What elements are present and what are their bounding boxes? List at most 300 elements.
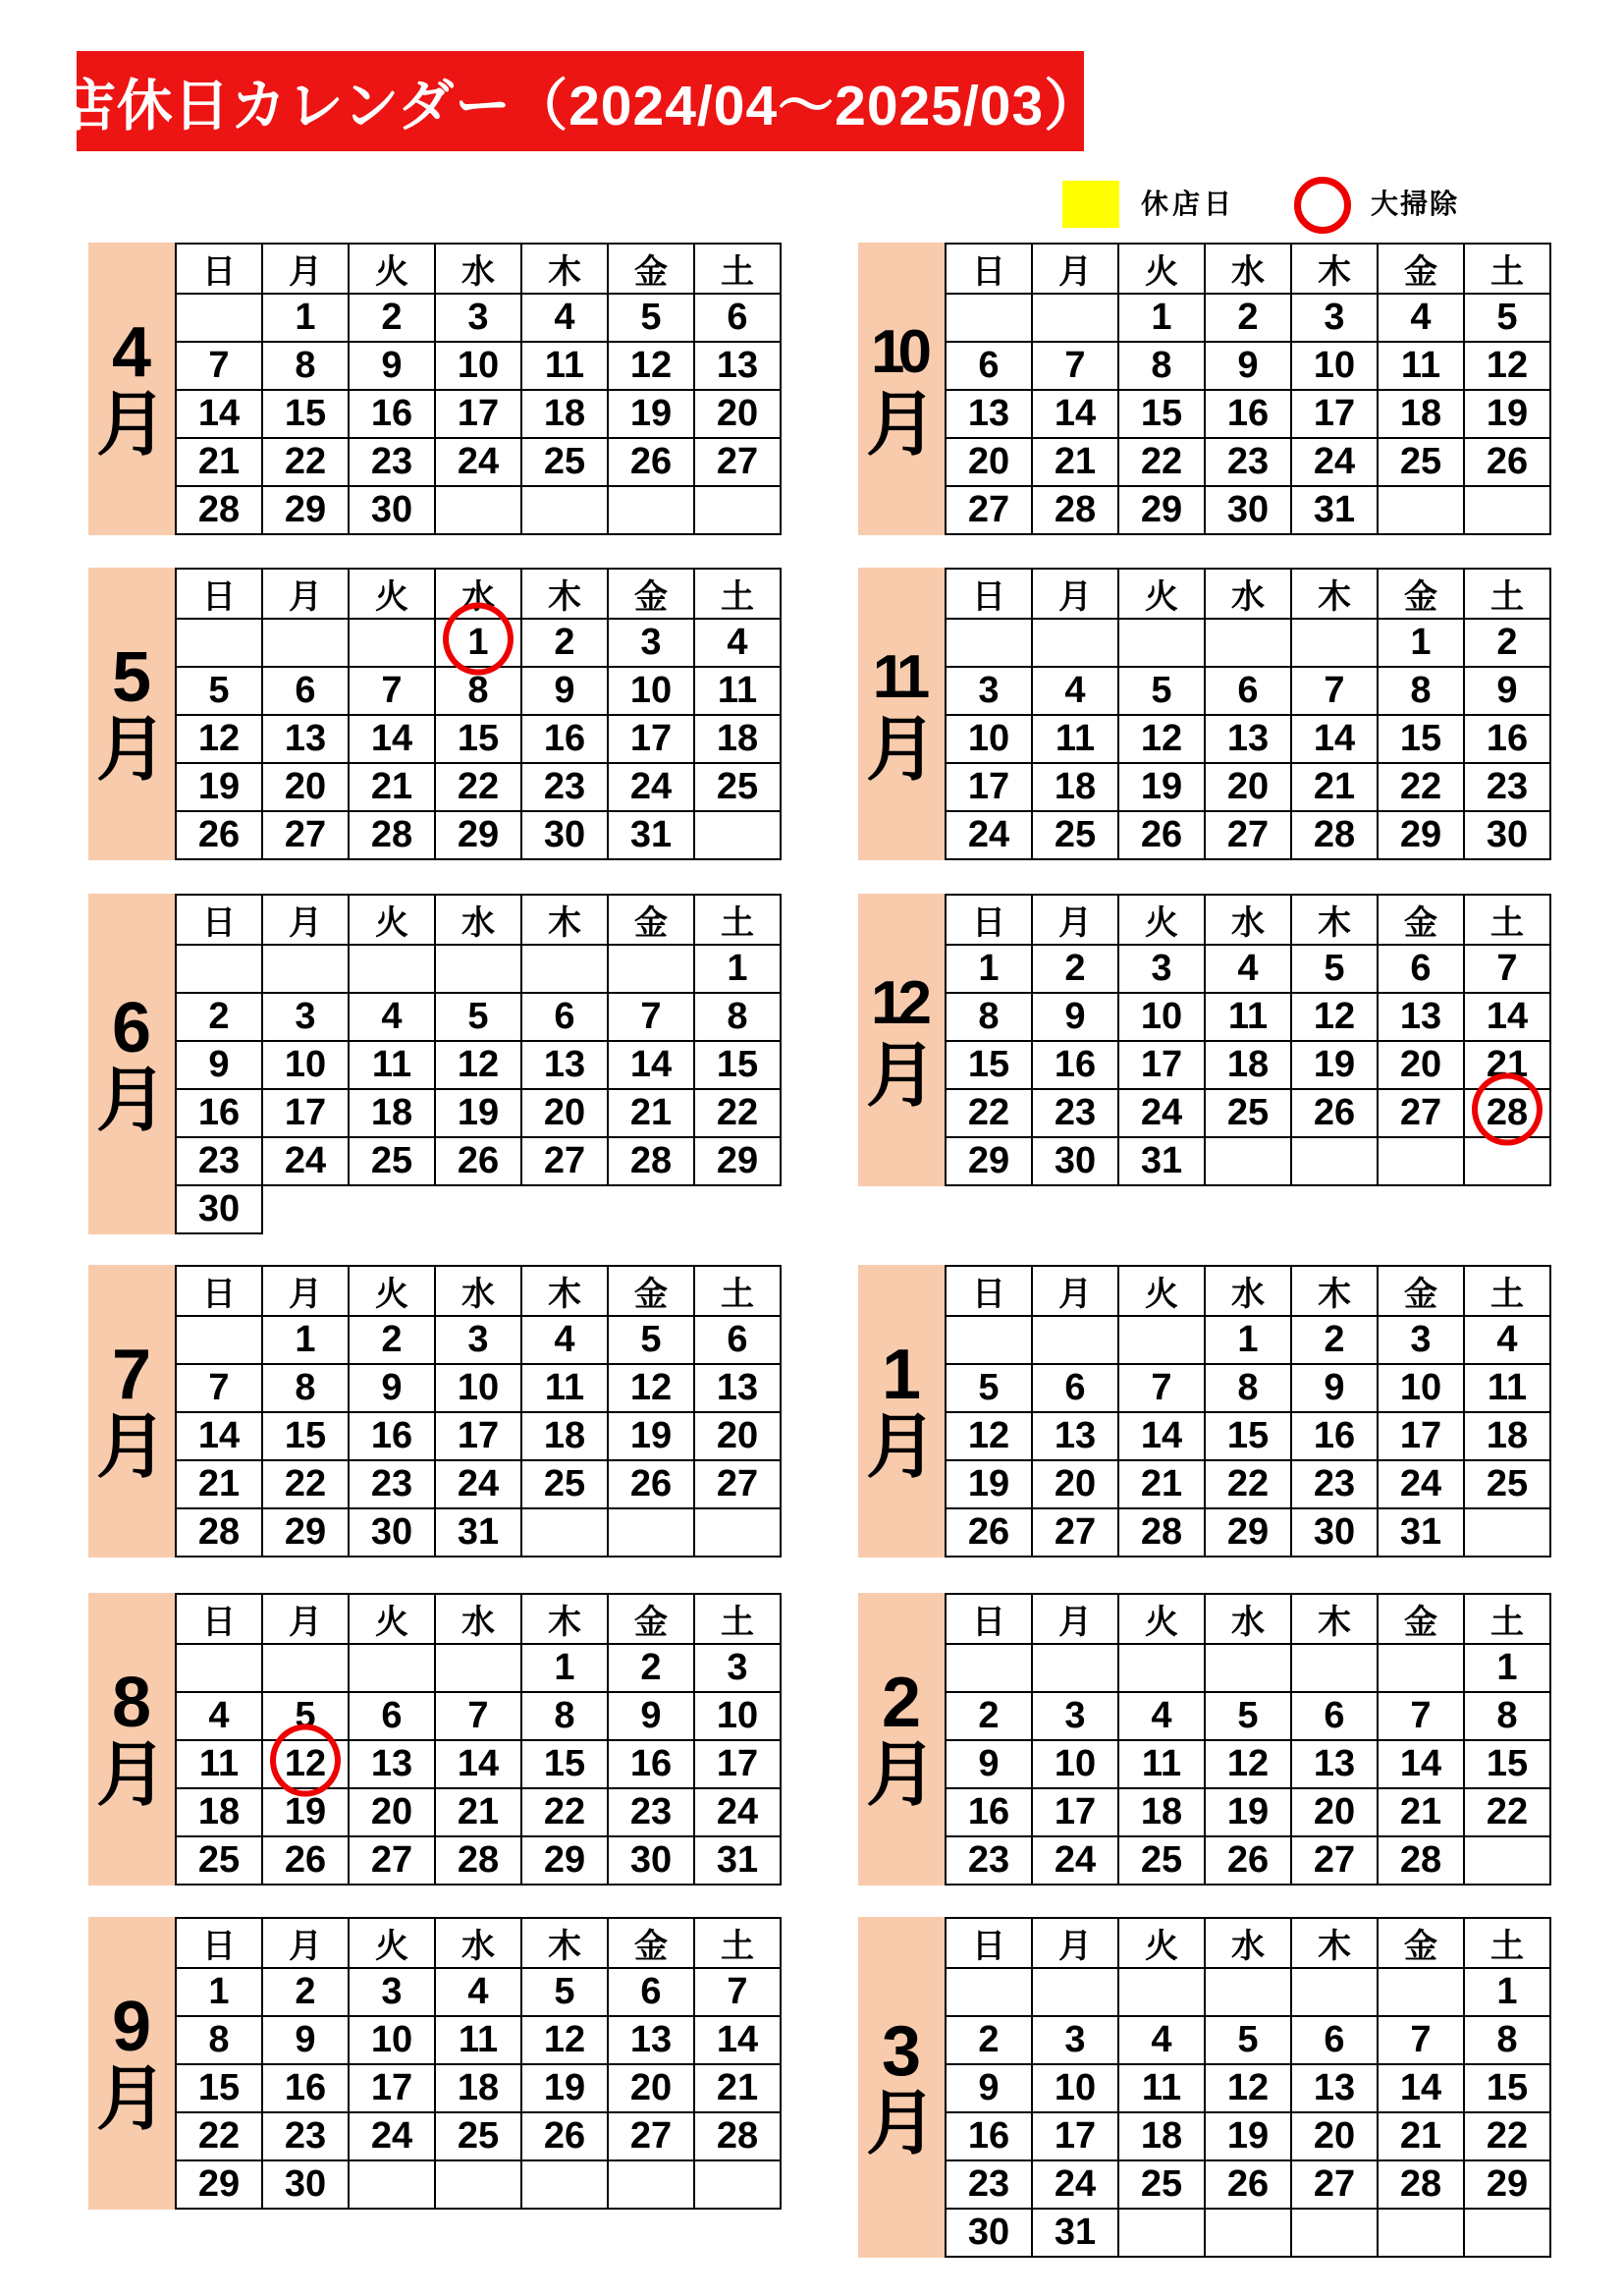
- day-cell: 31: [1032, 2209, 1118, 2257]
- day-cell: 9: [349, 342, 435, 390]
- week-row: [946, 1412, 1550, 1460]
- month-5-calendar-table: [175, 568, 782, 860]
- day-cell: 21: [349, 763, 435, 811]
- weekday-header-cell: 月: [262, 569, 349, 619]
- empty-day-cell: [1291, 2209, 1378, 2257]
- day-cell: 5: [608, 294, 694, 342]
- day-cell: 17: [1032, 2112, 1118, 2160]
- day-cell: 20: [694, 390, 781, 438]
- day-cell: 19: [262, 1788, 349, 1836]
- day-cell: 1: [694, 945, 781, 993]
- month-8-calendar-table: [175, 1593, 782, 1886]
- day-cell: 10: [608, 667, 694, 715]
- day-cell: 18: [1118, 1788, 1205, 1836]
- day-cell: 12: [1291, 993, 1378, 1041]
- day-cell: 21: [176, 438, 262, 486]
- day-cell: 20: [608, 2064, 694, 2112]
- day-cell: 22: [694, 1089, 781, 1137]
- empty-day-cell: [1378, 1644, 1464, 1692]
- day-cell: 28: [349, 811, 435, 859]
- day-cell: 1: [1118, 294, 1205, 342]
- day-cell: 26: [1464, 438, 1550, 486]
- day-cell: 13: [694, 342, 781, 390]
- weekday-header-row: [176, 1594, 781, 1644]
- day-cell: 3: [435, 294, 521, 342]
- weekday-header-cell: 日: [176, 1266, 262, 1316]
- empty-day-cell: [608, 2160, 694, 2209]
- month-4-label: [88, 243, 175, 535]
- day-cell: 30: [946, 2209, 1032, 2257]
- weekday-header-cell: 日: [946, 1594, 1032, 1644]
- day-cell: 9: [1291, 1364, 1378, 1412]
- day-cell: 11: [521, 342, 608, 390]
- month-number: 10: [871, 318, 925, 386]
- month-1-calendar-table: [945, 1265, 1551, 1558]
- day-cell: 30: [1205, 486, 1291, 534]
- empty-day-cell: [435, 2160, 521, 2209]
- day-cell: 12: [608, 1364, 694, 1412]
- empty-day-cell: [176, 294, 262, 342]
- day-cell: 24: [1118, 1089, 1205, 1137]
- day-cell: 6: [1378, 945, 1464, 993]
- day-cell: 20: [946, 438, 1032, 486]
- day-cell: 2: [176, 993, 262, 1041]
- day-cell: 15: [1378, 715, 1464, 763]
- month-suffix: 月: [865, 711, 937, 790]
- day-cell: 28: [1464, 1089, 1550, 1137]
- day-cell: 23: [608, 1788, 694, 1836]
- weekday-header-cell: 月: [262, 1266, 349, 1316]
- day-cell: 22: [1464, 2112, 1550, 2160]
- week-row: [946, 763, 1550, 811]
- day-cell: 24: [349, 2112, 435, 2160]
- day-cell: 18: [176, 1788, 262, 1836]
- day-cell: 18: [1032, 763, 1118, 811]
- empty-day-cell: [1032, 1644, 1118, 1692]
- weekday-header-cell: 木: [521, 569, 608, 619]
- day-cell: 17: [262, 1089, 349, 1137]
- day-cell: 7: [349, 667, 435, 715]
- weekday-header-row: [946, 1266, 1550, 1316]
- day-cell: 7: [1118, 1364, 1205, 1412]
- weekday-header-cell: 土: [1464, 1266, 1550, 1316]
- day-cell: 22: [1118, 438, 1205, 486]
- day-cell: 10: [1032, 1740, 1118, 1788]
- week-row: [946, 2160, 1550, 2209]
- title-banner: [59, 51, 1102, 151]
- empty-day-cell: [1291, 1644, 1378, 1692]
- empty-day-cell: [176, 1316, 262, 1364]
- day-cell: 11: [694, 667, 781, 715]
- week-row: [176, 2016, 781, 2064]
- empty-day-cell: [1032, 1968, 1118, 2016]
- day-cell: 10: [1291, 342, 1378, 390]
- day-cell: 15: [1464, 1740, 1550, 1788]
- day-cell: 8: [176, 2016, 262, 2064]
- day-cell: 25: [349, 1137, 435, 1185]
- day-cell: 18: [1378, 390, 1464, 438]
- week-row: [946, 715, 1550, 763]
- week-row: [176, 619, 781, 667]
- week-row: [176, 1836, 781, 1885]
- day-cell: 13: [262, 715, 349, 763]
- day-cell: 27: [262, 811, 349, 859]
- day-cell: 9: [521, 667, 608, 715]
- weekday-header-cell: 月: [1032, 244, 1118, 294]
- day-cell: 9: [176, 1041, 262, 1089]
- month-11-block: [858, 568, 1551, 860]
- day-cell: 27: [349, 1836, 435, 1885]
- day-cell: 11: [176, 1740, 262, 1788]
- month-2-calendar-table: [945, 1593, 1551, 1886]
- day-cell: 16: [1291, 1412, 1378, 1460]
- empty-day-cell: [349, 619, 435, 667]
- weekday-header-cell: 土: [1464, 569, 1550, 619]
- day-cell: 19: [1464, 390, 1550, 438]
- month-6-block: [88, 894, 782, 1234]
- weekday-header-cell: 木: [521, 1918, 608, 1968]
- day-cell: 5: [608, 1316, 694, 1364]
- day-cell: 6: [1205, 667, 1291, 715]
- week-row: [946, 1041, 1550, 1089]
- day-cell: 16: [608, 1740, 694, 1788]
- day-cell: 10: [435, 342, 521, 390]
- cleaning-circle-icon: [1294, 177, 1351, 234]
- day-cell: 28: [176, 486, 262, 534]
- day-cell: 25: [435, 2112, 521, 2160]
- day-cell: 27: [694, 1460, 781, 1508]
- day-cell: 19: [176, 763, 262, 811]
- day-cell: 27: [1205, 811, 1291, 859]
- week-row: [946, 1740, 1550, 1788]
- day-cell: 3: [946, 667, 1032, 715]
- day-cell: 26: [1205, 1836, 1291, 1885]
- day-cell: 8: [262, 1364, 349, 1412]
- day-cell: 9: [608, 1692, 694, 1740]
- week-row: [176, 1644, 781, 1692]
- week-row: [946, 945, 1550, 993]
- day-cell: 10: [1118, 993, 1205, 1041]
- month-suffix: 月: [95, 386, 167, 465]
- day-cell: 2: [1032, 945, 1118, 993]
- weekday-header-cell: 金: [1378, 895, 1464, 945]
- empty-day-cell: [435, 486, 521, 534]
- empty-day-cell: [1291, 1968, 1378, 2016]
- empty-day-cell: [1378, 2209, 1464, 2257]
- day-cell: 3: [1032, 2016, 1118, 2064]
- no-cell: [694, 1185, 781, 1233]
- day-cell: 30: [1291, 1508, 1378, 1557]
- day-cell: 5: [1205, 1692, 1291, 1740]
- day-cell: 1: [262, 294, 349, 342]
- no-cell: [262, 1185, 349, 1233]
- weekday-header-cell: 木: [521, 244, 608, 294]
- month-6-calendar-table: [175, 894, 782, 1234]
- month-suffix: 月: [95, 1061, 167, 1140]
- day-cell: 13: [1291, 1740, 1378, 1788]
- day-cell: 11: [1378, 342, 1464, 390]
- empty-day-cell: [176, 619, 262, 667]
- month-10-label: [858, 243, 945, 535]
- day-cell: 22: [262, 438, 349, 486]
- weekday-header-row: [176, 1918, 781, 1968]
- day-cell: 23: [946, 1836, 1032, 1885]
- day-cell: 29: [694, 1137, 781, 1185]
- day-cell: 20: [262, 763, 349, 811]
- day-cell: 29: [1118, 486, 1205, 534]
- week-row: [946, 390, 1550, 438]
- day-cell: 28: [435, 1836, 521, 1885]
- day-cell: 14: [435, 1740, 521, 1788]
- day-cell: 29: [262, 486, 349, 534]
- empty-day-cell: [608, 1508, 694, 1557]
- day-cell: 2: [946, 2016, 1032, 2064]
- day-cell: 14: [176, 390, 262, 438]
- day-cell: 25: [694, 763, 781, 811]
- weekday-header-cell: 日: [176, 569, 262, 619]
- day-cell: 26: [1118, 811, 1205, 859]
- empty-day-cell: [1291, 1137, 1378, 1185]
- day-cell: 7: [1032, 342, 1118, 390]
- empty-day-cell: [1378, 1137, 1464, 1185]
- no-cell: [608, 1185, 694, 1233]
- weekday-header-cell: 金: [1378, 244, 1464, 294]
- day-cell: 9: [1464, 667, 1550, 715]
- no-cell: [349, 1185, 435, 1233]
- weekday-header-cell: 金: [608, 1266, 694, 1316]
- day-cell: 28: [1291, 811, 1378, 859]
- day-cell: 18: [1205, 1041, 1291, 1089]
- weekday-header-cell: 木: [521, 1266, 608, 1316]
- month-number: 5: [111, 638, 152, 717]
- day-cell: 22: [435, 763, 521, 811]
- month-suffix: 月: [865, 2084, 937, 2163]
- day-cell: 18: [1464, 1412, 1550, 1460]
- week-row: [946, 1692, 1550, 1740]
- day-cell: 27: [1291, 2160, 1378, 2209]
- week-row: [946, 1137, 1550, 1185]
- weekday-header-cell: 日: [176, 895, 262, 945]
- day-cell: 17: [435, 390, 521, 438]
- month-number: 6: [111, 988, 152, 1067]
- week-row: [176, 715, 781, 763]
- week-row: [946, 1508, 1550, 1557]
- week-row: [176, 763, 781, 811]
- empty-day-cell: [435, 1644, 521, 1692]
- day-cell: 1: [1464, 1968, 1550, 2016]
- day-cell: 14: [1118, 1412, 1205, 1460]
- day-cell: 29: [946, 1137, 1032, 1185]
- day-cell: 21: [1464, 1041, 1550, 1089]
- closed-day-swatch: [1062, 181, 1119, 228]
- day-cell: 25: [521, 1460, 608, 1508]
- month-8-label: [88, 1593, 175, 1886]
- day-cell: 7: [608, 993, 694, 1041]
- day-cell: 15: [435, 715, 521, 763]
- day-cell: 15: [1118, 390, 1205, 438]
- empty-day-cell: [1205, 2209, 1291, 2257]
- day-cell: 24: [1378, 1460, 1464, 1508]
- weekday-header-cell: 月: [1032, 1266, 1118, 1316]
- day-cell: 30: [349, 1508, 435, 1557]
- day-cell: 26: [435, 1137, 521, 1185]
- day-cell: 28: [176, 1508, 262, 1557]
- day-cell: 5: [1291, 945, 1378, 993]
- weekday-header-cell: 月: [262, 1918, 349, 1968]
- day-cell: 30: [608, 1836, 694, 1885]
- weekday-header-cell: 木: [1291, 569, 1378, 619]
- cleaning-label: 大掃除: [1371, 189, 1460, 219]
- empty-day-cell: [1205, 1968, 1291, 2016]
- day-cell: 7: [1464, 945, 1550, 993]
- day-cell: 4: [1118, 2016, 1205, 2064]
- month-suffix: 月: [865, 386, 937, 465]
- day-cell: 1: [946, 945, 1032, 993]
- day-cell: 12: [1464, 342, 1550, 390]
- day-cell: 18: [521, 1412, 608, 1460]
- day-cell: 31: [1118, 1137, 1205, 1185]
- day-cell: 24: [435, 1460, 521, 1508]
- day-cell: 26: [608, 1460, 694, 1508]
- day-cell: 2: [521, 619, 608, 667]
- month-2-label: [858, 1593, 945, 1886]
- day-cell: 13: [1205, 715, 1291, 763]
- month-suffix: 月: [865, 1736, 937, 1815]
- day-cell: 27: [1291, 1836, 1378, 1885]
- week-row: [946, 811, 1550, 859]
- day-cell: 26: [1291, 1089, 1378, 1137]
- day-cell: 14: [1291, 715, 1378, 763]
- day-cell: 31: [694, 1836, 781, 1885]
- day-cell: 15: [1205, 1412, 1291, 1460]
- no-cell: [521, 1185, 608, 1233]
- month-7-calendar-table: [175, 1265, 782, 1558]
- day-cell: 17: [435, 1412, 521, 1460]
- day-cell: 2: [1205, 294, 1291, 342]
- day-cell: 4: [1205, 945, 1291, 993]
- day-cell: 31: [435, 1508, 521, 1557]
- weekday-header-cell: 火: [349, 1594, 435, 1644]
- day-cell: 8: [521, 1692, 608, 1740]
- month-9-label: [88, 1917, 175, 2210]
- day-cell: 20: [1291, 1788, 1378, 1836]
- month-3-label: [858, 1917, 945, 2258]
- day-cell: 3: [1032, 1692, 1118, 1740]
- month-11-label: [858, 568, 945, 860]
- week-row: [176, 1364, 781, 1412]
- day-cell: 21: [1118, 1460, 1205, 1508]
- day-cell: 15: [262, 1412, 349, 1460]
- day-cell: 4: [435, 1968, 521, 2016]
- day-cell: 10: [1032, 2064, 1118, 2112]
- day-cell: 6: [608, 1968, 694, 2016]
- weekday-header-cell: 水: [1205, 244, 1291, 294]
- day-cell: 30: [262, 2160, 349, 2209]
- weekday-header-cell: 金: [1378, 1594, 1464, 1644]
- day-cell: 28: [1032, 486, 1118, 534]
- week-row: [946, 1836, 1550, 1885]
- weekday-header-cell: 木: [521, 1594, 608, 1644]
- day-cell: 6: [1291, 2016, 1378, 2064]
- month-9-block: [88, 1917, 782, 2210]
- empty-day-cell: [1464, 1508, 1550, 1557]
- day-cell: 1: [521, 1644, 608, 1692]
- day-cell: 14: [694, 2016, 781, 2064]
- day-cell: 18: [694, 715, 781, 763]
- day-cell: 19: [435, 1089, 521, 1137]
- day-cell: 13: [1291, 2064, 1378, 2112]
- day-cell: 5: [176, 667, 262, 715]
- day-cell: 17: [694, 1740, 781, 1788]
- day-cell: 21: [608, 1089, 694, 1137]
- weekday-header-cell: 火: [1118, 1266, 1205, 1316]
- day-cell: 18: [349, 1089, 435, 1137]
- day-cell: 28: [1118, 1508, 1205, 1557]
- empty-day-cell: [262, 619, 349, 667]
- weekday-header-cell: 金: [1378, 569, 1464, 619]
- day-cell: 11: [1464, 1364, 1550, 1412]
- weekday-header-cell: 日: [946, 895, 1032, 945]
- day-cell: 10: [262, 1041, 349, 1089]
- weekday-header-row: [946, 244, 1550, 294]
- day-cell: 22: [946, 1089, 1032, 1137]
- empty-day-cell: [521, 945, 608, 993]
- day-cell: 6: [694, 294, 781, 342]
- day-cell: 3: [608, 619, 694, 667]
- day-cell: 14: [349, 715, 435, 763]
- week-row: [176, 1185, 781, 1233]
- weekday-header-cell: 土: [1464, 895, 1550, 945]
- weekday-header-cell: 金: [1378, 1918, 1464, 1968]
- empty-day-cell: [1464, 2209, 1550, 2257]
- day-cell: 7: [176, 1364, 262, 1412]
- day-cell: 24: [262, 1137, 349, 1185]
- day-cell: 8: [262, 342, 349, 390]
- day-cell: 26: [946, 1508, 1032, 1557]
- week-row: [176, 993, 781, 1041]
- weekday-header-cell: 日: [176, 1918, 262, 1968]
- day-cell: 12: [946, 1412, 1032, 1460]
- month-4-calendar-table: [175, 243, 782, 535]
- weekday-header-cell: 日: [946, 1918, 1032, 1968]
- day-cell: 11: [1032, 715, 1118, 763]
- day-cell: 13: [1378, 993, 1464, 1041]
- day-cell: 24: [1032, 2160, 1118, 2209]
- weekday-header-cell: 土: [694, 569, 781, 619]
- day-cell: 25: [1205, 1089, 1291, 1137]
- weekday-header-cell: 日: [946, 569, 1032, 619]
- day-cell: 21: [1032, 438, 1118, 486]
- weekday-header-cell: 火: [349, 244, 435, 294]
- day-cell: 21: [694, 2064, 781, 2112]
- no-cell: [435, 1185, 521, 1233]
- day-cell: 14: [1032, 390, 1118, 438]
- day-cell: 13: [349, 1740, 435, 1788]
- week-row: [176, 1968, 781, 2016]
- empty-day-cell: [1464, 1836, 1550, 1885]
- day-cell: 22: [521, 1788, 608, 1836]
- weekday-header-row: [176, 244, 781, 294]
- day-cell: 1: [262, 1316, 349, 1364]
- day-cell: 18: [521, 390, 608, 438]
- day-cell: 21: [435, 1788, 521, 1836]
- day-cell: 30: [521, 811, 608, 859]
- day-cell: 4: [694, 619, 781, 667]
- day-cell: 10: [435, 1364, 521, 1412]
- weekday-header-cell: 金: [1378, 1266, 1464, 1316]
- empty-day-cell: [349, 1644, 435, 1692]
- month-11-calendar-table: [945, 568, 1551, 860]
